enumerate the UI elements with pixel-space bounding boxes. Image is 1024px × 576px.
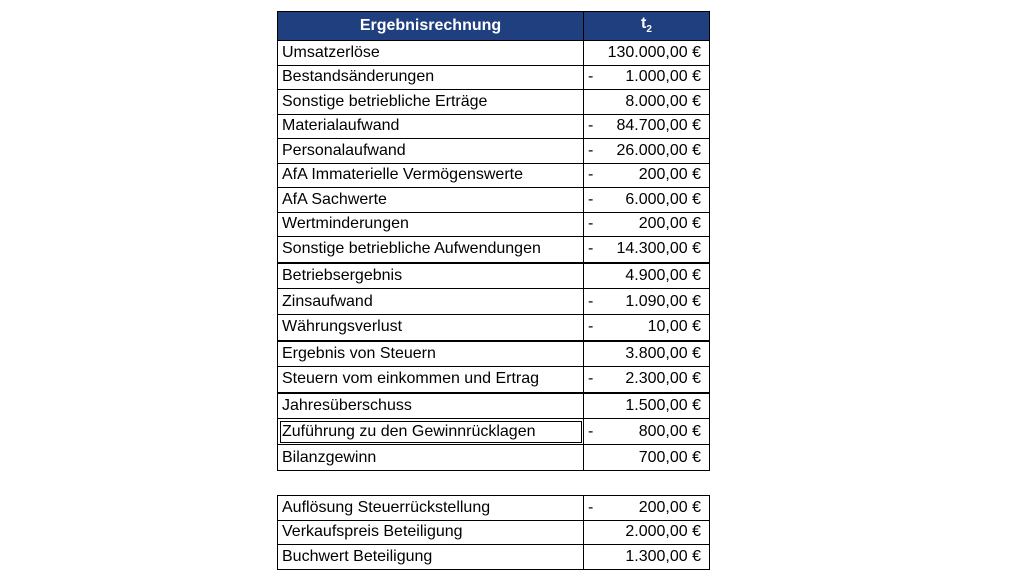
table-row [278, 163, 710, 188]
row-label: Personalaufwand [278, 139, 584, 164]
row-label: Zinsaufwand [278, 289, 584, 315]
row-value: 1.300,00 € [625, 547, 701, 565]
row-value-cell [584, 41, 710, 66]
row-label: Umsatzerlöse [278, 41, 584, 66]
row-value: 1.500,00 € [625, 396, 701, 414]
row-sign: - [588, 117, 594, 135]
table-row [278, 545, 710, 570]
header-period-main: t [641, 15, 647, 33]
table-row [278, 65, 710, 90]
row-label: Sonstige betriebliche Erträge [278, 90, 584, 115]
header-row [278, 12, 710, 41]
table-row [278, 139, 710, 164]
row-value: 26.000,00 € [616, 141, 701, 159]
table-row [278, 289, 710, 315]
row-value-cell [584, 114, 710, 139]
income-statement-table [277, 11, 710, 471]
row-value-cell [584, 188, 710, 213]
row-label: Betriebsergebnis [278, 263, 584, 289]
header-period [584, 12, 710, 41]
row-value-cell [584, 212, 710, 237]
row-label: Jahresüberschuss [278, 393, 584, 419]
header-period-sub: 2 [646, 24, 652, 36]
row-value-cell [584, 393, 710, 419]
row-value-cell [584, 341, 710, 367]
row-value: 800,00 € [638, 422, 701, 440]
row-sign: - [588, 292, 594, 310]
row-sign: - [588, 141, 594, 159]
subtotal-row [278, 263, 710, 289]
table-row [278, 367, 710, 393]
row-label: Steuern vom einkommen und Ertrag [278, 367, 584, 393]
subtotal-row [278, 341, 710, 367]
row-value-cell [584, 237, 710, 263]
row-label: Zuführung zu den Gewinnrücklagen [278, 419, 584, 445]
table-row [278, 419, 710, 445]
row-value: 1.090,00 € [625, 292, 701, 310]
row-value: 8.000,00 € [625, 92, 701, 110]
table-row [278, 496, 710, 521]
row-value-cell [584, 520, 710, 545]
row-value-cell [584, 545, 710, 570]
row-value-cell [584, 496, 710, 521]
row-sign: - [588, 240, 594, 258]
row-value-cell [584, 367, 710, 393]
row-value: 200,00 € [638, 498, 701, 516]
row-sign: - [588, 166, 594, 184]
row-label: AfA Immaterielle Vermögenswerte [278, 163, 584, 188]
row-value-cell [584, 139, 710, 164]
row-label: Bilanzgewinn [278, 445, 584, 471]
table-row [278, 212, 710, 237]
row-value: 84.700,00 € [616, 117, 701, 135]
row-sign: - [588, 422, 594, 440]
row-value-cell [584, 65, 710, 90]
row-value: 1.000,00 € [625, 68, 701, 86]
row-value-cell [584, 315, 710, 341]
row-value: 14.300,00 € [616, 240, 701, 258]
row-value-cell [584, 445, 710, 471]
row-label: Materialaufwand [278, 114, 584, 139]
row-value-cell [584, 419, 710, 445]
subtotal-row [278, 393, 710, 419]
row-label: AfA Sachwerte [278, 188, 584, 213]
row-value-cell [584, 263, 710, 289]
row-value: 3.800,00 € [625, 344, 701, 362]
row-value: 200,00 € [638, 166, 701, 184]
row-value: 2.300,00 € [625, 370, 701, 388]
table-row [278, 90, 710, 115]
header-label: Ergebnisrechnung [278, 12, 584, 41]
row-label: Wertminderungen [278, 212, 584, 237]
row-sign: - [588, 318, 594, 336]
row-label: Währungsverlust [278, 315, 584, 341]
table-row [278, 41, 710, 66]
row-value-cell [584, 163, 710, 188]
row-label: Sonstige betriebliche Aufwendungen [278, 237, 584, 263]
row-value: 130.000,00 € [607, 43, 701, 61]
row-value-cell [584, 90, 710, 115]
row-sign: - [588, 215, 594, 233]
row-value: 200,00 € [638, 215, 701, 233]
row-value: 2.000,00 € [625, 523, 701, 541]
row-value-cell [584, 289, 710, 315]
row-sign: - [588, 190, 594, 208]
row-value: 10,00 € [647, 318, 701, 336]
row-value: 6.000,00 € [625, 190, 701, 208]
row-value: 700,00 € [638, 448, 701, 466]
table-row [278, 114, 710, 139]
row-sign: - [588, 498, 594, 516]
table-row [278, 315, 710, 341]
row-sign: - [588, 370, 594, 388]
total-row [278, 445, 710, 471]
supplementary-table [277, 495, 710, 570]
row-label: Ergebnis von Steuern [278, 341, 584, 367]
table-row [278, 237, 710, 263]
table-row [278, 520, 710, 545]
row-label: Bestandsänderungen [278, 65, 584, 90]
row-sign: - [588, 68, 594, 86]
row-value: 4.900,00 € [625, 266, 701, 284]
row-label: Verkaufspreis Beteiligung [278, 520, 584, 545]
row-label: Auflösung Steuerrückstellung [278, 496, 584, 521]
row-label: Buchwert Beteiligung [278, 545, 584, 570]
table-row [278, 188, 710, 213]
